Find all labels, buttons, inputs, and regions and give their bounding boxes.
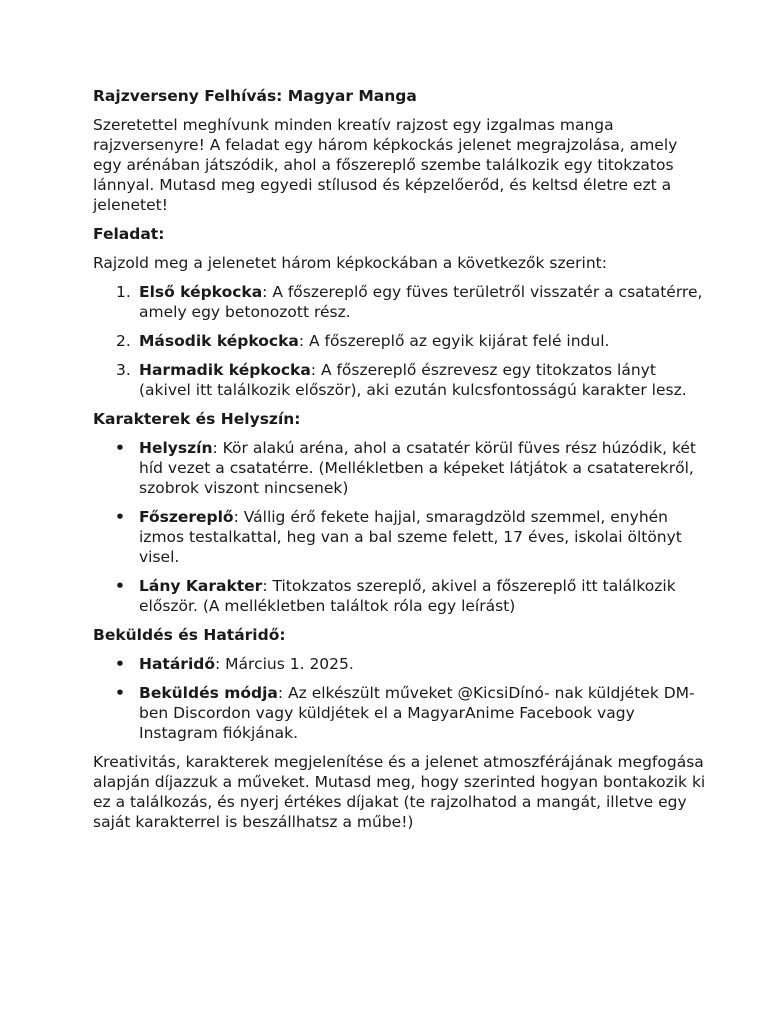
item-text: : Az elkészült műveket @KicsiDínó- nak küldjétek DM-ben Discordon vagy küldjétek el a MagyarAnime Facebook vagy Instagram fiókjának. [139, 684, 695, 742]
task-lead: Rajzold meg a jelenetet három képkockában a következők szerint: [93, 254, 607, 272]
item-term: Határidő [139, 655, 216, 673]
task-list [93, 282, 708, 400]
item-text: : Március 1. 2025. [215, 655, 354, 673]
item-term: Első képkocka [139, 283, 263, 301]
item-term: Főszereplő [139, 508, 234, 526]
item-text: : Kör alakú aréna, ahol a csatatér körül füves rész húzódik, két híd vezet a csatatérre. (Mellékletben a képeket látjátok a csataterekről, szobrok viszont nincsenek) [139, 439, 696, 497]
item-term: Harmadik képkocka [139, 361, 311, 379]
item-term: Helyszín [139, 439, 213, 457]
document-title: Rajzverseny Felhívás: Magyar Manga [93, 87, 417, 105]
task-heading: Feladat: [93, 225, 165, 243]
characters-list [93, 438, 708, 616]
closing-paragraph: Kreativitás, karakterek megjelenítése és a jelenet atmoszférájának megfogása alapján díjazzuk a műveket. Mutasd meg, hogy szerinted hogyan bontakozik ki ez a találkozás, és nyerj értékes díjakat (te rajzolhatod a mangát, illetve egy saját karakterrel is beszállhatsz a műbe!) [93, 753, 706, 831]
list-item [139, 507, 708, 567]
submission-heading: Beküldés és Határidő: [93, 626, 286, 644]
characters-heading: Karakterek és Helyszín: [93, 410, 301, 428]
item-text: : A főszereplő észrevesz egy titokzatos lányt (akivel itt találkozik először), aki ezután kulcsfontosságú karakter lesz. [139, 361, 687, 399]
list-item [139, 683, 708, 743]
list-item [139, 360, 708, 400]
list-item [139, 331, 708, 351]
list-item [139, 654, 708, 674]
list-item [139, 282, 708, 322]
item-text: : A főszereplő az egyik kijárat felé indul. [298, 332, 610, 350]
item-term: Második képkocka [139, 332, 299, 350]
intro-paragraph: Szeretettel meghívunk minden kreatív rajzost egy izgalmas manga rajzversenyre! A feladat egy három képkockás jelenet megrajzolása, amely egy arénában játszódik, ahol a főszereplő szembe találkozik egy titokzatos lánnyal. Mutasd meg egyedi stílusod és képzelőerőd, és keltsd életre ezt a jelenetet! [93, 116, 678, 214]
item-term: Beküldés módja [139, 684, 278, 702]
item-text: : A főszereplő egy füves területről visszatér a csatatérre, amely egy betonozott rész. [139, 283, 703, 321]
list-item [139, 438, 708, 498]
list-item [139, 576, 708, 616]
submission-list [93, 654, 708, 743]
item-text: : Titokzatos szereplő, akivel a főszereplő itt találkozik először. (A mellékletben találtok róla egy leírást) [139, 577, 676, 615]
item-term: Lány Karakter [139, 577, 263, 595]
item-text: : Vállig érő fekete hajjal, smaragdzöld szemmel, enyhén izmos testalkattal, heg van a bal szeme felett, 17 éves, iskolai öltönyt visel. [139, 508, 682, 566]
